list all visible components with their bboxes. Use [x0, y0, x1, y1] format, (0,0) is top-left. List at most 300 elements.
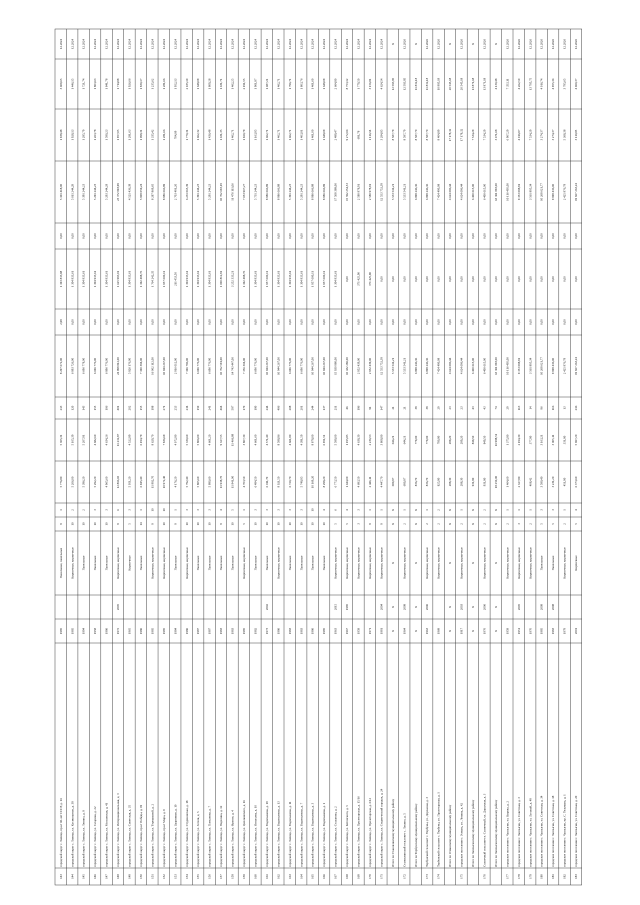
table-cell-fl: 2	[436, 523, 441, 525]
table-cell-n: 159	[242, 874, 247, 879]
table-cell-addr: городской округ г. Липецк, ул. Зегеля, д. 5	[196, 811, 201, 867]
table-cell-en: 3	[104, 509, 109, 511]
table-cell-s2: 4 624 696,44	[448, 183, 453, 201]
table-row	[334, 39, 339, 879]
table-cell-a2: 2 194,30	[516, 434, 521, 446]
table-cell-n: 176	[482, 874, 487, 879]
table-row	[93, 39, 98, 879]
table-cell-yr: 12.2026	[562, 38, 567, 50]
table-cell-s1: 0,00	[516, 233, 521, 239]
table-cell-fl: 2	[482, 523, 487, 525]
table-cell-addr: городской округ г. Липецк, ул. Фрунзе, д. 4	[230, 810, 235, 867]
table-cell-c1: 63 361 893,00	[493, 357, 498, 375]
table-cell-s1: 0,00	[436, 233, 441, 239]
table-cell-s2: 8 986 666,89	[161, 183, 166, 201]
table-cell-fl: 2	[528, 523, 533, 525]
table-cell-a1: 6 494,50	[253, 476, 258, 488]
table-cell-r1: 1 462,71	[276, 129, 281, 141]
table-cell-c2: 0,00	[471, 276, 476, 282]
table-cell-s1: 0,00	[150, 233, 155, 239]
table-cell-addr: городской округ г. Липецк, ул. Стаханова, д. 2	[333, 806, 338, 867]
table-cell-s2: 4 624 696,44	[459, 183, 464, 201]
table-cell-p: 208	[287, 405, 292, 411]
table-cell-addr: городское поселение г. Чаплыгин, пр. С. Тельмана, д. 1	[562, 794, 567, 867]
table-cell-u: 0,00	[310, 319, 315, 325]
table-cell-a2: 5 207,91	[81, 434, 86, 446]
table-cell-addr: городской округ г. Липецк, ул. Водопьянова, д. 19	[264, 801, 269, 867]
table-cell-y2: 2015	[333, 603, 338, 611]
table-cell-s1: 0,00	[242, 233, 247, 239]
table-cell-s1: 0,00	[528, 233, 533, 239]
table-cell-p: 271	[161, 405, 166, 411]
table-cell-s1: 0,00	[138, 233, 143, 239]
table-cell-a2: 6 194,79	[138, 434, 143, 446]
table-cell-y2: 2002	[264, 603, 269, 611]
table-cell-n: 160	[253, 874, 258, 879]
table-cell-yr: 12.2024	[299, 38, 304, 50]
table-cell-p: 116	[551, 405, 556, 411]
table-cell-p: 155	[138, 405, 143, 411]
table-cell-r1: 3 294,85	[379, 129, 384, 141]
table-cell-c2: 0,00	[493, 276, 498, 282]
table-cell-u: 2,98	[58, 319, 63, 325]
table-cell-addr: городской округ г. Липецк, ул. Советская, д. 35	[127, 804, 132, 867]
table-cell-c2: 1 304 933,61	[127, 270, 132, 288]
table-cell-r2: 1 721,74	[81, 78, 86, 90]
table-cell-a2: 780,80	[436, 435, 441, 445]
table-cell-n: 179	[528, 874, 533, 879]
table-cell-s1: 0,00	[81, 233, 86, 239]
table-cell-en: 5	[230, 509, 235, 511]
table-row	[59, 39, 64, 879]
table-cell-p: 170	[242, 405, 247, 411]
table-cell-n: 173	[425, 874, 430, 879]
table-cell-mat: X	[471, 561, 476, 565]
table-cell-addr: городской округ г. Липецк, ул. Интернациональная, д. 3	[116, 793, 121, 867]
table-cell-a2: 5 806,00	[196, 434, 201, 446]
table-cell-r1: 1 281,66	[161, 129, 166, 141]
table-cell-a2: 5 599,00	[333, 434, 338, 446]
table-cell-c2: 371 425,90	[367, 272, 372, 286]
table-cell-y1: 1963	[425, 627, 430, 635]
table-cell-yr: 12.2026	[574, 38, 579, 50]
table-cell-y1: 1984	[173, 627, 178, 635]
table-cell-c1: 6 696 776,00	[287, 357, 292, 375]
table-cell-p: 406	[276, 405, 281, 411]
table-cell-r1: 1 462,71	[264, 129, 269, 141]
table-cell-r1: 9 404,89	[436, 129, 441, 141]
table-cell-addr: Итого по Тербунскому муниципальному району	[413, 803, 418, 867]
table-cell-a2: 4 634,26	[104, 434, 109, 446]
table-cell-mat: Кирпичные, кирпичные	[276, 547, 281, 579]
table-cell-c2: 211 453,50	[173, 272, 178, 286]
table-cell-yr: 12.2026	[539, 38, 544, 50]
table-cell-s1: 0,00	[539, 233, 544, 239]
table-row	[253, 39, 258, 879]
table-cell-r2: 1 281,66	[161, 78, 166, 90]
table-cell-s2: 5 533 541,21	[390, 183, 395, 201]
table-cell-p: 244	[310, 405, 315, 411]
table-cell-y1: 1951	[516, 627, 521, 635]
table-cell-r2: 1 926,66	[127, 78, 132, 90]
table-cell-yr: 12.2024	[345, 38, 350, 50]
table-cell-c1: 10 944 267,00	[310, 357, 315, 375]
table-cell-c1: 6 898 246,36	[413, 357, 418, 375]
table-cell-fl: 10	[184, 522, 189, 526]
table-cell-en: 1	[138, 509, 143, 511]
table-row	[551, 39, 556, 879]
table-cell-s2: 5 391 244,23	[81, 183, 86, 201]
table-cell-yr: 12.2026	[528, 38, 533, 50]
table-cell-fl: 3	[356, 523, 361, 525]
table-cell-fl: 2	[562, 523, 567, 525]
table-cell-r1: 17 178,32	[448, 128, 453, 142]
table-cell-mat: Панельные	[322, 555, 327, 571]
table-row	[379, 39, 384, 879]
table-cell-c2: 0,00	[413, 276, 418, 282]
table-cell-c2: 0,00	[402, 276, 407, 282]
table-cell-u: 0,00	[196, 319, 201, 325]
table-row	[437, 39, 442, 879]
table-cell-u: 0,00	[539, 319, 544, 325]
table-cell-yr: 12.2024	[356, 38, 361, 50]
table-cell-y1: 1976	[482, 627, 487, 635]
table-cell-en: 1	[562, 509, 567, 511]
table-cell-c1: 5 533 541,21	[390, 357, 395, 375]
table-cell-s1: 0,00	[70, 233, 75, 239]
table-cell-a2: 644,21	[402, 435, 407, 445]
table-cell-r2: 3 795,65	[562, 78, 567, 90]
table-cell-y1: 1983	[219, 627, 224, 635]
table-cell-c1: 10 762 591,00	[219, 357, 224, 375]
table-cell-en: 3	[539, 509, 544, 511]
table-cell-c1: 2 425 976,79	[562, 357, 567, 375]
table-cell-c1: 19 827 263,24	[574, 357, 579, 375]
table-cell-a2: 11 466,89	[230, 433, 235, 447]
table-cell-u: 0,00	[161, 319, 166, 325]
table-cell-n: 166	[322, 874, 327, 879]
table-cell-c1: 6 400 615,00	[482, 357, 487, 375]
table-cell-n: 168	[345, 874, 350, 879]
table-cell-a1: 5 206,00	[70, 476, 75, 488]
table-cell-yr: 12.2024	[379, 38, 384, 50]
table-cell-a2: 3 807,30	[242, 434, 247, 446]
table-row	[540, 39, 545, 879]
table-cell-a1: 931,80	[471, 477, 476, 487]
table-cell-a2: 4 072,80	[173, 434, 178, 446]
table-cell-u: 0,00	[104, 319, 109, 325]
table-cell-addr: городское поселение г. Чаплыгин, ул. Советская, д. 18	[551, 795, 556, 867]
table-cell-a2: 289,20	[448, 435, 453, 445]
table-cell-u: 0,00	[150, 319, 155, 325]
table-cell-r1: 1 098,31	[138, 129, 143, 141]
table-cell-yr: 12.2026	[516, 38, 521, 50]
table-cell-n: 182	[562, 874, 567, 879]
table-cell-a1: 836,70	[413, 477, 418, 487]
table-cell-s1: 0,00	[345, 233, 350, 239]
table-cell-yr: 12.2026	[551, 38, 556, 50]
table-cell-en: 4	[322, 509, 327, 511]
table-cell-c2: 1 304 933,61	[81, 270, 86, 288]
table-cell-fl: 9	[173, 523, 178, 525]
table-cell-r1: 1 928,13	[70, 129, 75, 141]
table-row	[82, 39, 87, 879]
table-cell-p: 38	[425, 406, 430, 410]
table-cell-mat: Панельные	[138, 555, 143, 571]
table-cell-a2: 644,21	[390, 435, 395, 445]
table-cell-y1: X	[493, 629, 498, 633]
table-cell-r2: 10 985,19	[436, 77, 441, 91]
table-cell-c1: 6 696 778,00	[81, 357, 86, 375]
table-cell-en: 3	[207, 509, 212, 511]
table-cell-yr: 12.2024	[161, 38, 166, 50]
table-row	[288, 39, 293, 879]
table-cell-r1: 1 436,48	[207, 129, 212, 141]
table-cell-fl: 10	[253, 522, 258, 526]
table-cell-a2: 5 330,60	[184, 434, 189, 446]
table-cell-n: 177	[505, 874, 510, 879]
table-cell-a1: 3 231,20	[551, 476, 556, 488]
table-cell-mat: Панельные	[551, 555, 556, 571]
table-row	[139, 39, 144, 879]
table-cell-r1: 8 587,79	[402, 129, 407, 141]
table-cell-mat: Кирпичные, кирпичные	[425, 547, 430, 579]
table-cell-c1: 3 561 895,34	[528, 357, 533, 375]
table-row	[505, 39, 510, 879]
table-cell-a1: 6 945,40	[138, 476, 143, 488]
table-cell-s2: 11 476 111,06	[230, 183, 235, 201]
table-cell-y1: 1963	[333, 627, 338, 635]
table-row	[299, 39, 304, 879]
table-row	[128, 39, 133, 879]
table-cell-r1: 3 274,37	[551, 129, 556, 141]
table-row	[368, 39, 373, 879]
table-cell-mat: Кирпичные, кирпичные	[161, 547, 166, 579]
table-cell-a1: 5 292,20	[93, 476, 98, 488]
table-cell-y2: X	[413, 605, 418, 609]
table-cell-y1: 1958	[93, 627, 98, 635]
table-cell-a1: 6 373,60	[574, 476, 579, 488]
table-cell-p: 213	[58, 405, 63, 411]
table-cell-en: 1	[528, 509, 533, 511]
table-cell-addr: городской округ г. Липецк, ул. Терешковой, д. 2	[150, 803, 155, 867]
table-cell-c2: 1 957 600,11	[161, 270, 166, 288]
table-cell-y1: 1917	[459, 627, 464, 635]
table-cell-r2: 2 035,10	[184, 78, 189, 90]
table-cell-u: 0,00	[528, 319, 533, 325]
table-cell-r2: 1 648,09	[196, 78, 201, 90]
table-cell-yr: X	[448, 42, 453, 46]
table-cell-yr: 12.2026	[402, 38, 407, 50]
table-cell-yr: 12.2024	[116, 38, 121, 50]
table-cell-s2: 4 521 436,39	[127, 183, 132, 201]
table-cell-r1: 2 489,47	[333, 129, 338, 141]
table-cell-s2: 8 287 869,65	[150, 183, 155, 201]
table-cell-n: 164	[299, 874, 304, 879]
table-cell-a1: 931,80	[482, 477, 487, 487]
table-cell-c2: 0,00	[436, 276, 441, 282]
table-cell-fl: 9	[379, 523, 384, 525]
table-cell-fl: 3	[516, 523, 521, 525]
table-cell-a1: 5 748,95	[299, 476, 304, 488]
table-cell-n: 165	[310, 874, 315, 879]
table-cell-c1: 14 743 447,00	[230, 357, 235, 375]
table-cell-r1: 1 648,09	[322, 129, 327, 141]
table-cell-mat: Кирпичные, кирпичные	[70, 547, 75, 579]
table-cell-n: 163	[287, 874, 292, 879]
table-cell-r2: 1 952,13	[173, 78, 178, 90]
table-cell-r2: 1 461,60	[310, 78, 315, 90]
table-cell-yr: 12.2026	[436, 38, 441, 50]
table-cell-a1: 2 327,80	[516, 476, 521, 488]
table-cell-a1: 1 464,60	[505, 476, 510, 488]
table-cell-a1: 2 446,11	[367, 476, 372, 488]
table-cell-addr: Итого по Чаплыгинскому муниципальному району	[493, 799, 498, 867]
table-cell-fl: 10	[322, 522, 327, 526]
table-cell-n: 144	[70, 874, 75, 879]
table-cell-s2: 5 391 244,23	[196, 183, 201, 201]
table-cell-u: 0,00	[230, 319, 235, 325]
table-cell-y1: 1985	[58, 627, 63, 635]
table-cell-u: 0,00	[207, 319, 212, 325]
table-cell-fl: 10	[93, 522, 98, 526]
table-cell-yr: 12.2024	[310, 38, 315, 50]
table-cell-c1: 6 400 615,00	[471, 357, 476, 375]
table-cell-s1: 0,00	[562, 233, 567, 239]
table-cell-r1: 7 534,29	[471, 129, 476, 141]
table-cell-n: 151	[150, 874, 155, 879]
table-row	[494, 42, 499, 867]
table-cell-n: 162	[276, 874, 281, 879]
table-cell-yr: 12.2024	[219, 38, 224, 50]
table-cell-p: 21	[390, 406, 395, 410]
table-cell-a2: 4 661,20	[207, 434, 212, 446]
table-cell-c2: 1 192 498,76	[242, 270, 247, 288]
table-cell-s2: 23 372 818,99	[116, 183, 121, 201]
table-cell-s1: 0,00	[448, 233, 453, 239]
table-cell-r2: 11 832,18	[413, 77, 418, 91]
table-cell-u: 0,00	[402, 319, 407, 325]
table-cell-mat: Кирпичные, кирпичные	[333, 547, 338, 579]
table-cell-y1: X	[413, 629, 418, 633]
table-cell-fl: 10	[70, 522, 75, 526]
table-cell-addr: городской округ г. Липецк, пр-кт Мира, д. 9	[161, 809, 166, 867]
table-cell-r2: 1 235,62	[150, 78, 155, 90]
table-cell-n: 170	[367, 874, 372, 879]
table-cell-addr: городской округ г. Липецк, ул. Неделина, д. 12	[219, 805, 224, 867]
table-cell-r1: 1 263,78	[93, 129, 98, 141]
table-cell-u: 0,00	[345, 319, 350, 325]
table-cell-en: X	[448, 508, 453, 512]
table-cell-a2: 7 836,69	[161, 434, 166, 446]
table-cell-s1: 0,00	[551, 233, 556, 239]
table-cell-y1: X	[390, 629, 395, 633]
table-cell-s1: 0,00	[379, 233, 384, 239]
table-cell-yr: 12.2024	[287, 38, 292, 50]
table-cell-mat: Панельные	[219, 555, 224, 571]
table-row	[105, 39, 110, 879]
table-cell-c2: 1 304 933,61	[333, 270, 338, 288]
table-cell-p: 46	[345, 406, 350, 410]
table-cell-en: 10	[161, 508, 166, 512]
table-cell-mat: Кирпичные, кирпичные	[367, 547, 372, 579]
table-cell-a1: 5 051,20	[127, 476, 132, 488]
table-cell-addr: городской округ г. Липецк, ул. Водопьянова, д. 3	[310, 802, 315, 867]
table-cell-y1: 1985	[242, 627, 247, 635]
table-cell-r2: 4 624,54	[379, 78, 384, 90]
table-row	[402, 39, 407, 879]
table-cell-c1: 7 196 786,00	[184, 357, 189, 375]
table-cell-s2: 8 986 666,89	[264, 183, 269, 201]
table-cell-s2: 6 231 065,39	[184, 183, 189, 201]
table-cell-yr: X	[390, 42, 395, 46]
table-cell-fl: X	[493, 522, 498, 526]
table-cell-c1: 6 696 776,00	[93, 357, 98, 375]
table-cell-en: 3	[184, 509, 189, 511]
table-cell-a2: 5 697,20	[574, 434, 579, 446]
table-cell-r2: 12 593,85	[402, 77, 407, 91]
table-cell-s2: 5 291 244,23	[93, 183, 98, 201]
table-cell-en: 1	[367, 509, 372, 511]
table-cell-y1: 1971	[367, 627, 372, 635]
table-cell-u: 0,00	[333, 319, 338, 325]
table-cell-u: 0,00	[299, 319, 304, 325]
table-row	[460, 39, 465, 879]
table-cell-mat: Кирпичные	[127, 555, 132, 571]
table-cell-p: 253	[173, 405, 178, 411]
table-cell-a1: 6 011,70	[264, 476, 269, 488]
table-cell-c2: 0,00	[562, 276, 567, 282]
table-cell-p: 43	[471, 406, 476, 410]
table-cell-y1: 1983	[230, 627, 235, 635]
table-cell-r2: 8 753,12	[345, 78, 350, 90]
table-cell-r2: 4 955,34	[551, 78, 556, 90]
table-cell-addr: городской округ г. Липецк, ул. Водопьянова, д. 13	[276, 801, 281, 867]
table-cell-r1: 8 587,79	[390, 129, 395, 141]
table-cell-a1: 12 866,10	[116, 475, 121, 489]
table-cell-c1: 9 353 098,81	[516, 357, 521, 375]
table-cell-a2: 8 629,70	[150, 434, 155, 446]
table-cell-addr: городской округ г. Липецк, ул. Водопьянова, д. 1	[322, 802, 327, 867]
table-cell-s1: 0,00	[402, 233, 407, 239]
table-cell-p: 401	[116, 405, 121, 411]
table-cell-en: 1	[425, 509, 430, 511]
table-cell-addr: городское поселение г. Чаплыгин, ул. Кирова, д. 2	[505, 801, 510, 867]
table-cell-u: 0,00	[219, 319, 224, 325]
table-cell-y1: 1972	[116, 627, 121, 635]
table-cell-r1: 3 471,68	[493, 129, 498, 141]
table-cell-addr: городской округ г. Липецк, ул. Пролетарская, д. 6/12	[367, 797, 372, 867]
table-cell-n: 156	[207, 874, 212, 879]
table-cell-c2: 1 000 812,81	[219, 270, 224, 288]
table-cell-en: 1	[242, 509, 247, 511]
table-cell-addr: городское поселение г. Усмань, ул. Ленина, д. 42	[459, 802, 464, 867]
table-cell-a2: 779,00	[425, 435, 430, 445]
table-cell-yr: 12.2024	[196, 38, 201, 50]
table-row	[196, 39, 201, 879]
table-cell-p: 201	[299, 405, 304, 411]
table-cell-a1: 5 776,80	[58, 476, 63, 488]
table-cell-c1: 10 432 286,00	[345, 357, 350, 375]
table-cell-n: 157	[219, 874, 224, 879]
table-cell-p: 43	[482, 406, 487, 410]
table-cell-p: 244	[264, 405, 269, 411]
table-cell-fl: 2	[402, 523, 407, 525]
table-cell-s2: 5 391 244,23	[287, 183, 292, 201]
table-cell-n: 174	[436, 874, 441, 879]
table-cell-p: 23	[448, 406, 453, 410]
table-cell-en: X	[390, 508, 395, 512]
